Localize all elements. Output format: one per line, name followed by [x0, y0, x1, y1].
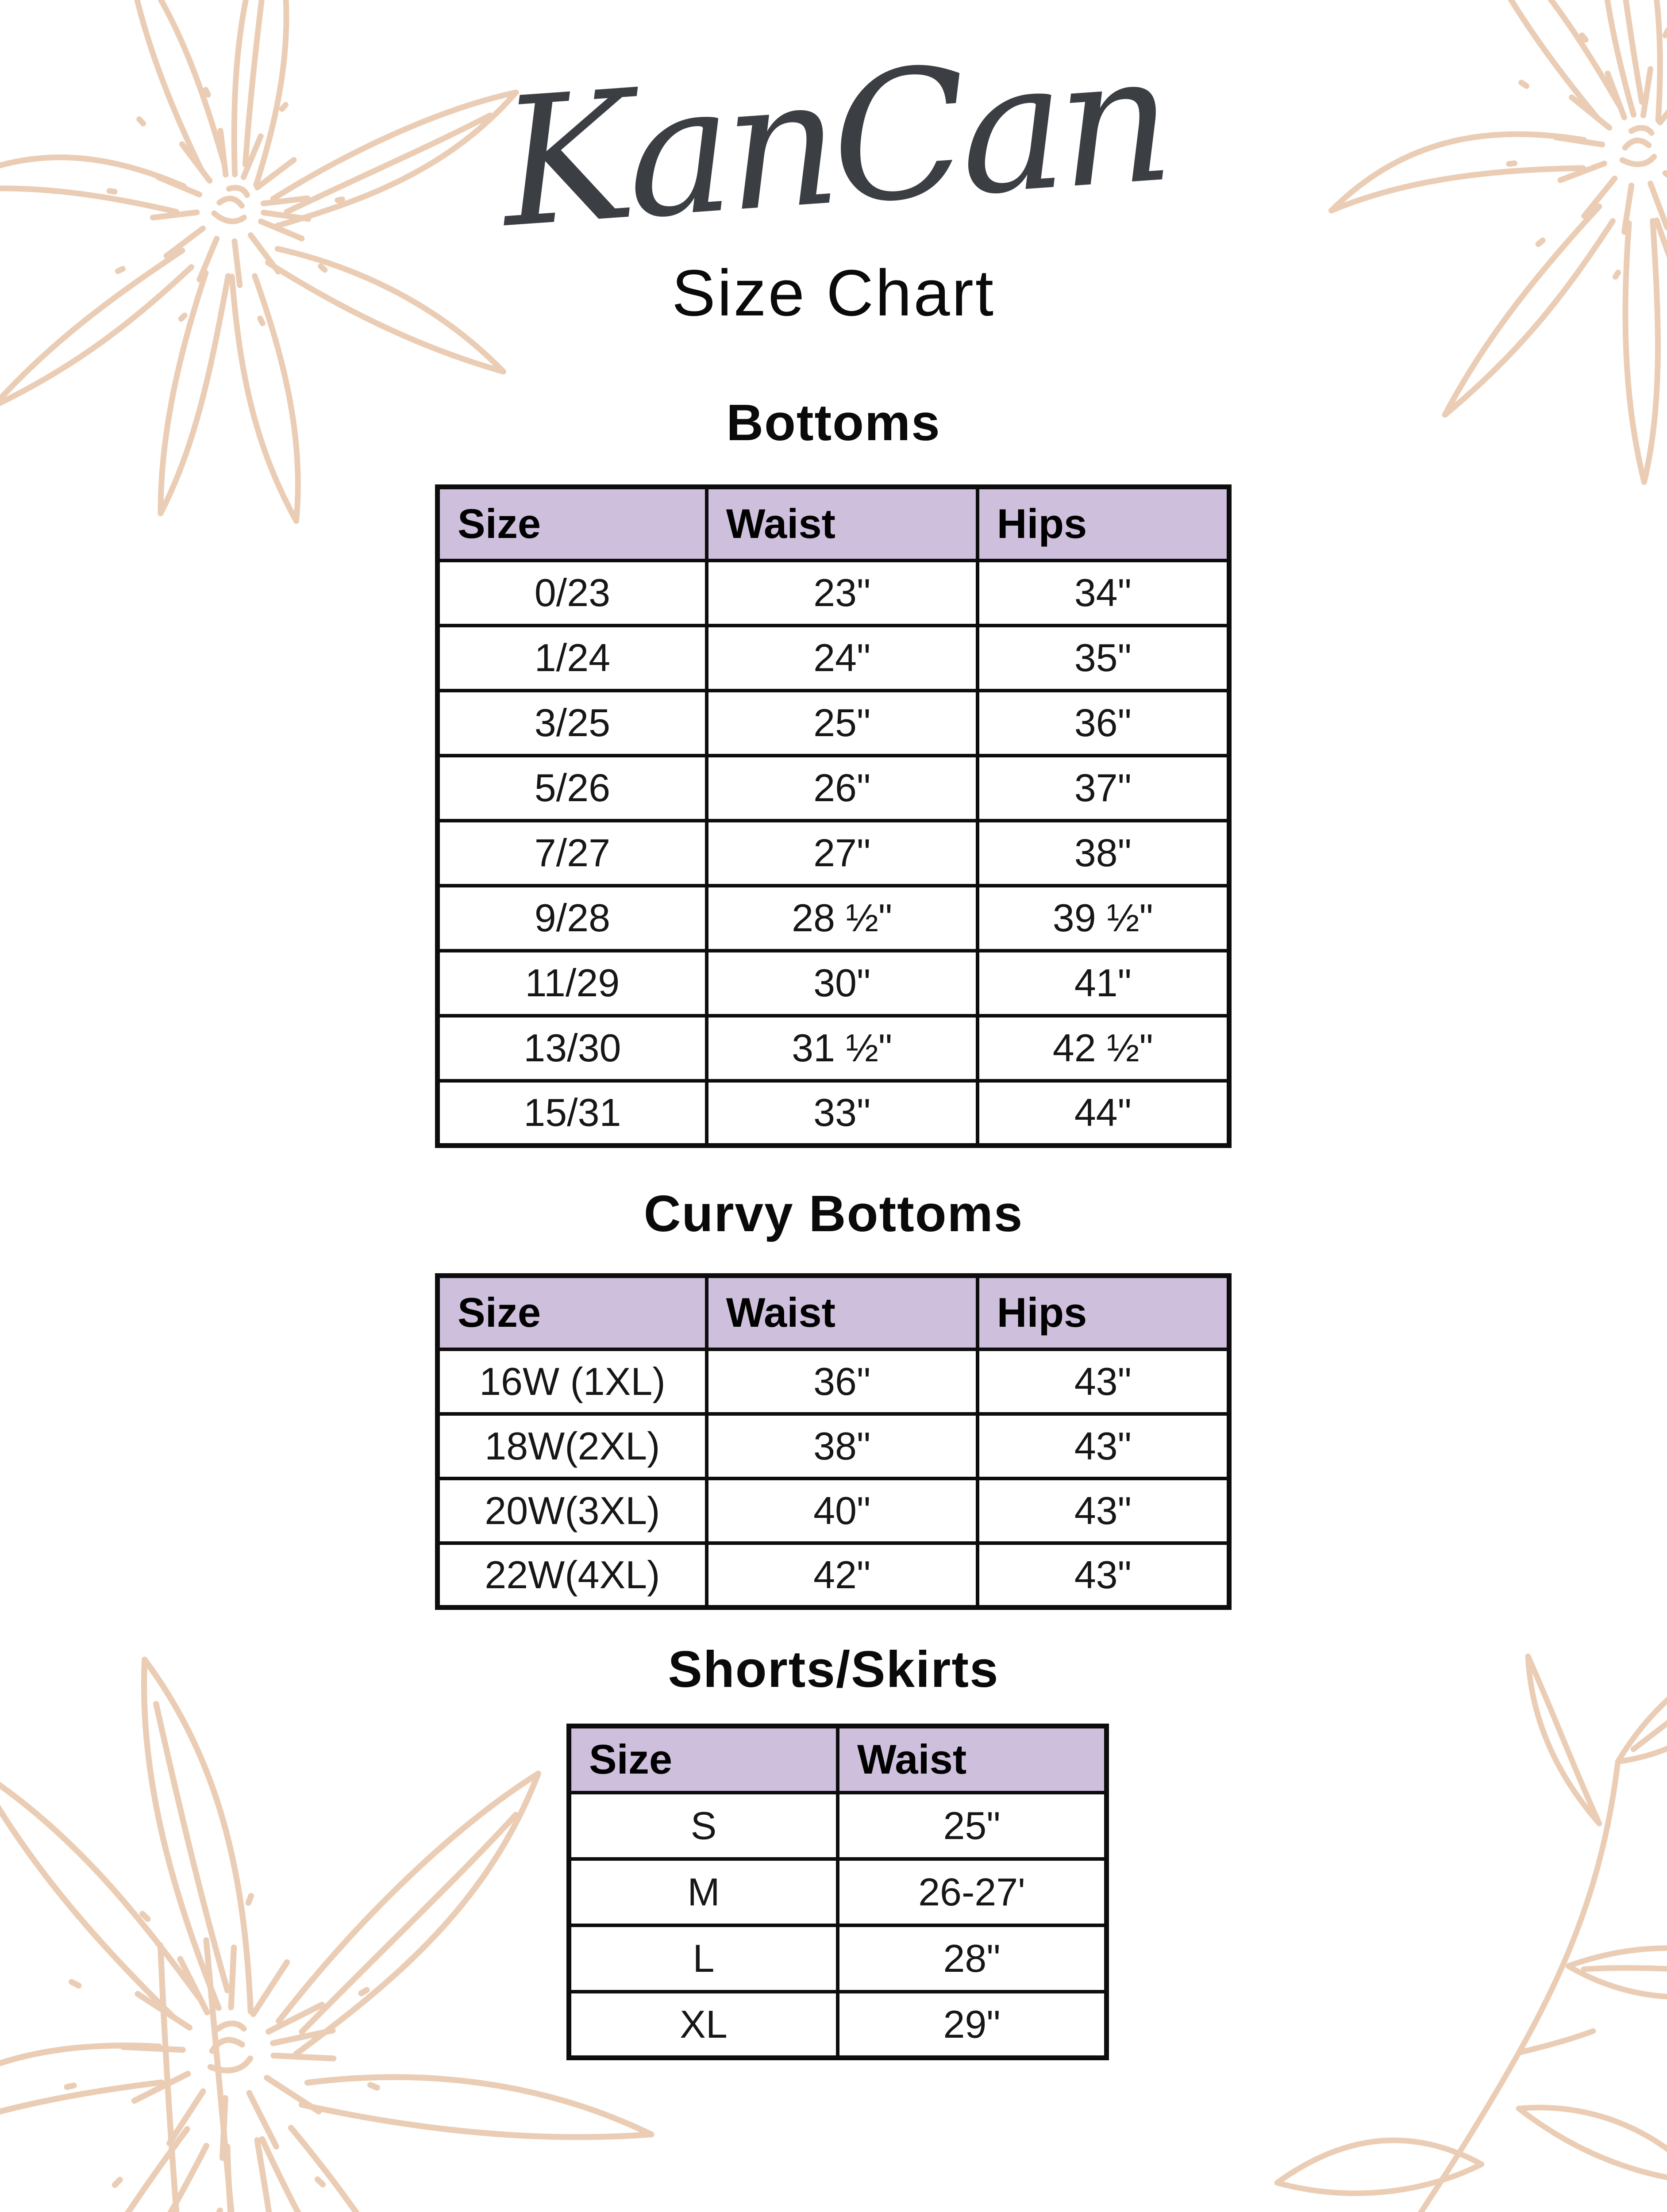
waist-cell: 26-27'	[838, 1859, 1107, 1925]
curvy-section-title: Curvy Bottoms	[643, 1185, 1024, 1242]
table-row	[438, 626, 1229, 691]
size-cell: 7/27	[438, 821, 707, 886]
table-header-row	[438, 1276, 1229, 1349]
table-row	[569, 1859, 1107, 1925]
table-row	[438, 1349, 1229, 1414]
hips-cell: 39 ½"	[978, 886, 1229, 951]
waist-cell: 28"	[838, 1925, 1107, 1992]
shorts-skirts-table	[566, 1724, 1109, 2060]
table-row	[569, 1992, 1107, 2058]
header-cell-waist: Waist	[838, 1726, 1107, 1793]
size-cell: 9/28	[438, 886, 707, 951]
waist-cell: 42"	[707, 1543, 978, 1608]
size-cell: 0/23	[438, 561, 707, 626]
table-row	[569, 1793, 1107, 1859]
header-cell-size: Size	[438, 487, 707, 561]
size-cell: 16W (1XL)	[438, 1349, 707, 1414]
waist-cell: 29"	[838, 1992, 1107, 2058]
size-cell: XL	[569, 1992, 838, 2058]
curvy-bottoms-table	[435, 1273, 1232, 1610]
header-cell-hips: Hips	[978, 1276, 1229, 1349]
brand-logo: KanCan	[495, 15, 1172, 267]
table-row	[438, 1081, 1229, 1146]
waist-cell: 38"	[707, 1414, 978, 1479]
table-row	[438, 821, 1229, 886]
table-row	[569, 1925, 1107, 1992]
hips-cell: 35"	[978, 626, 1229, 691]
waist-cell: 24"	[707, 626, 978, 691]
header-cell-waist: Waist	[707, 1276, 978, 1349]
waist-cell: 40"	[707, 1479, 978, 1543]
waist-cell: 33"	[707, 1081, 978, 1146]
bottoms-section-title: Bottoms	[726, 394, 941, 451]
waist-cell: 36"	[707, 1349, 978, 1414]
hips-cell: 43"	[978, 1349, 1229, 1414]
header-cell-size: Size	[438, 1276, 707, 1349]
table-row	[438, 691, 1229, 756]
waist-cell: 26"	[707, 756, 978, 821]
size-cell: 1/24	[438, 626, 707, 691]
hips-cell: 41"	[978, 951, 1229, 1016]
size-cell: S	[569, 1793, 838, 1859]
table-row	[438, 756, 1229, 821]
hips-cell: 43"	[978, 1414, 1229, 1479]
bottoms-table	[435, 484, 1232, 1148]
waist-cell: 25"	[707, 691, 978, 756]
hips-cell: 37"	[978, 756, 1229, 821]
hips-cell: 36"	[978, 691, 1229, 756]
table-row	[438, 886, 1229, 951]
table-row	[438, 1543, 1229, 1608]
page-title: Size Chart	[672, 257, 995, 330]
size-cell: 5/26	[438, 756, 707, 821]
hips-cell: 44"	[978, 1081, 1229, 1146]
hips-cell: 42 ½"	[978, 1016, 1229, 1081]
table-header-row	[438, 487, 1229, 561]
waist-cell: 30"	[707, 951, 978, 1016]
size-cell: 13/30	[438, 1016, 707, 1081]
table-row	[438, 1414, 1229, 1479]
table-row	[438, 561, 1229, 626]
size-cell: 15/31	[438, 1081, 707, 1146]
table-row	[438, 951, 1229, 1016]
hips-cell: 38"	[978, 821, 1229, 886]
shorts-section-title: Shorts/Skirts	[668, 1640, 999, 1698]
size-cell: 22W(4XL)	[438, 1543, 707, 1608]
table-row	[438, 1016, 1229, 1081]
waist-cell: 28 ½"	[707, 886, 978, 951]
leaf-branch-sketch-bottom-right	[1221, 1619, 1667, 2212]
waist-cell: 27"	[707, 821, 978, 886]
waist-cell: 23"	[707, 561, 978, 626]
size-cell: 20W(3XL)	[438, 1479, 707, 1543]
waist-cell: 25"	[838, 1793, 1107, 1859]
size-cell: 11/29	[438, 951, 707, 1016]
size-cell: 18W(2XL)	[438, 1414, 707, 1479]
hips-cell: 34"	[978, 561, 1229, 626]
size-cell: M	[569, 1859, 838, 1925]
hips-cell: 43"	[978, 1479, 1229, 1543]
size-cell: 3/25	[438, 691, 707, 756]
waist-cell: 31 ½"	[707, 1016, 978, 1081]
table-header-row	[569, 1726, 1107, 1793]
header-cell-hips: Hips	[978, 487, 1229, 561]
hips-cell: 43"	[978, 1543, 1229, 1608]
table-row	[438, 1479, 1229, 1543]
header-cell-size: Size	[569, 1726, 838, 1793]
header-cell-waist: Waist	[707, 487, 978, 561]
size-cell: L	[569, 1925, 838, 1992]
